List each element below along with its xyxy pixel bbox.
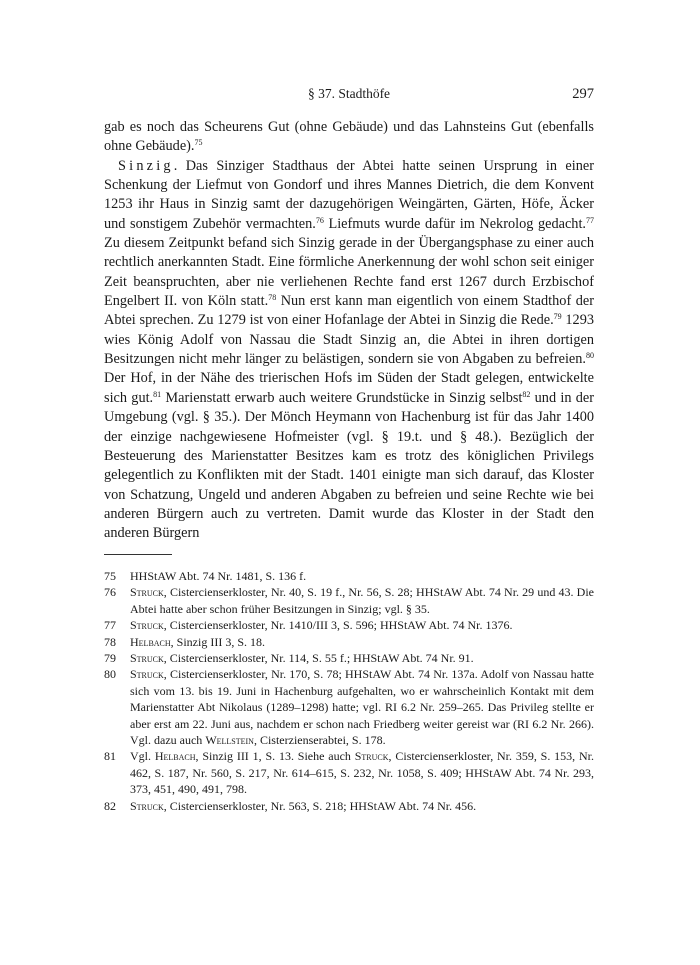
footnote xyxy=(104,748,594,797)
footnote-text: , Sinzig III 3, S. 18. xyxy=(170,634,266,649)
author-name: Wellstein xyxy=(205,733,254,748)
running-header xyxy=(104,86,594,106)
author-name: Struck xyxy=(130,618,164,633)
paragraph-text: Zu diesem Zeitpunkt befand sich Sinzig gerade in der Übergangsphase zu einer auch rechtlich anerkannten Stadt. Eine förmliche Anerkennung der wohl schon seit einiger Zeit beanspruchten, aber nie verliehenen Rechte fand erst 1267 durch Erzbischof Engelbert II. von Köln statt. xyxy=(104,235,594,310)
footnote-number: 79 xyxy=(104,651,116,666)
footnote-ref[interactable]: 81 xyxy=(153,390,162,400)
footnote-text: Vgl. xyxy=(130,749,155,764)
footnote-text: , Sinzig III 1, S. 13. Siehe auch xyxy=(195,749,355,764)
footnote-ref[interactable]: 78 xyxy=(268,293,277,303)
author-name: Struck xyxy=(130,667,164,682)
footnote xyxy=(104,584,594,617)
paragraph-text: Marienstatt erwarb auch weitere Grundstücke in Sinzig selbst xyxy=(161,389,523,406)
author-name: Struck xyxy=(130,651,164,666)
footnote xyxy=(104,666,594,748)
footnote-number: 77 xyxy=(104,618,116,633)
footnote-text: , Cistercienserkloster, Nr. 1410/III 3, S. 596; HHStAW Abt. 74 Nr. 1376. xyxy=(163,618,513,633)
paragraph-text: Der Hof, in der Nähe des trierischen Hofs im Süden der Stadt gelegen, entwickelte sich gut. xyxy=(104,370,594,406)
paragraph-text: gab es noch das Scheurens Gut (ohne Gebäude) und das Lahnsteins Gut (ebenfalls ohne Gebäude). xyxy=(104,119,594,155)
paragraph-text: Liefmuts wurde dafür im Nekrolog gedacht. xyxy=(323,215,587,232)
author-name: Struck xyxy=(130,798,164,813)
author-name: Struck xyxy=(130,585,164,600)
footnote-ref[interactable]: 82 xyxy=(522,390,531,400)
paragraph-text: 1293 wies König Adolf von Nassau die Stadt Sinzig an, die Abtei in ihren dortigen Besitzungen nicht mehr länger zu belästigen, sondern sie von Abgaben zu befreien. xyxy=(104,312,594,368)
section-title: § 37. Stadthöfe xyxy=(307,86,391,101)
place-name-spaced: Sinzig xyxy=(118,157,174,174)
footnote xyxy=(104,798,594,814)
footnote-number: 75 xyxy=(104,569,116,583)
footnote-number: 78 xyxy=(104,634,116,649)
footnote xyxy=(104,568,594,584)
footnote-ref[interactable]: 76 xyxy=(315,215,324,225)
footnote-text: , Cistercienserkloster, Nr. 170, S. 78; HHStAW Abt. 74 Nr. 137a. Adolf von Nassau hatte sich vom 13. bis 19. Juni in Hachenburg aufgehalten, wo er wahrscheinlich Kontakt mit dem Marienstatter Abt Nikolaus (1289–1298) hatte; vgl. RI 6.2 Nr. 259–265. Das Privileg stellte er aber erst am 22. Juni aus, nachdem er schon nach Friedberg weiter gereist war (RI 6.2 Nr. 266). Vgl. dazu auch xyxy=(130,667,594,748)
paragraph-text: Nun erst kann man eigentlich von einem Stadthof der Abtei sprechen. Zu 1279 ist von einer Hofanlage der Abtei in Sinzig die Rede. xyxy=(104,293,594,329)
paragraph-sinzig xyxy=(104,157,594,544)
footnote xyxy=(104,617,594,633)
footnote-text: HHStAW Abt. 74 Nr. 1481, S. 136 f. xyxy=(130,569,307,583)
footnote-separator xyxy=(104,554,172,555)
footnote-text: , Cistercienserkloster, Nr. 40, S. 19 f., Nr. 56, S. 28; HHStAW Abt. 74 Nr. 29 und 43. Die Abtei hatte aber schon früher Besitzungen in Sinzig; vgl. § 35. xyxy=(130,585,594,616)
footnote-ref[interactable]: 79 xyxy=(553,312,562,322)
footnote-text: , Cistercienserkloster, Nr. 114, S. 55 f.; HHStAW Abt. 74 Nr. 91. xyxy=(163,651,474,666)
footnote-number: 76 xyxy=(104,585,116,600)
footnote xyxy=(104,650,594,666)
footnote-text: , Cistercienserkloster, Nr. 359, S. 153, Nr. 462, S. 187, Nr. 560, S. 217, Nr. 614–615, S. 232, Nr. 1058, S. 409; HHStAW Abt. 74 Nr. 293, 373, 451, 490, 491, 798. xyxy=(130,749,594,797)
footnote-text: , Cisterzienserabtei, S. 178. xyxy=(253,733,386,748)
footnote-ref[interactable]: 75 xyxy=(194,138,203,148)
author-name: Helbach xyxy=(130,634,171,649)
footnote-number: 80 xyxy=(104,667,116,682)
page-number: 297 xyxy=(572,86,594,102)
footnote xyxy=(104,634,594,650)
footnotes xyxy=(104,568,594,814)
footnote-ref[interactable]: 80 xyxy=(586,351,594,361)
paragraph-text: und in der Umgebung (vgl. § 35.). Der Mönch Heymann von Hachenburg ist für das Jahr 1400 der einzige nachgewiesene Hofmeister (vgl. § 19.t. und § 48.). Bezüglich der Besteuerung des Marienstatter Besitzes kam es trotz des königlichen Privilegs gelegentlich zu Konflikten mit der Stadt. 1401 einigte man sich darauf, das Kloster von Schatzung, Ungeld und anderen Abgaben zu befreien und seine Rechte wie bei anderen Bürgern auch zu vertreten. Damit wurde das Kloster in der Stadt den anderen Bürgern xyxy=(104,389,595,542)
footnote-number: 81 xyxy=(104,749,116,764)
footnote-number: 82 xyxy=(104,798,116,813)
paragraph-text: . Das Sinziger Stadthaus der Abtei hatte seinen Ursprung in einer Schenkung der Liefmut von Gondorf und ihres Mannes Dietrich, die dem Konvent 1253 ihr Haus in Sinzig samt der dazugehörigen Weingärten, Gärten, Höfe, Äcker und sonstigem Zubehör vermachten. xyxy=(104,157,594,232)
main-text xyxy=(104,118,594,544)
author-name: Helbach xyxy=(154,749,196,764)
paragraph-1 xyxy=(104,118,594,157)
footnote-text: , Cistercienserkloster, Nr. 563, S. 218; HHStAW Abt. 74 Nr. 456. xyxy=(163,798,477,813)
footnote-ref[interactable]: 77 xyxy=(586,215,595,225)
author-name: Struck xyxy=(354,749,389,764)
